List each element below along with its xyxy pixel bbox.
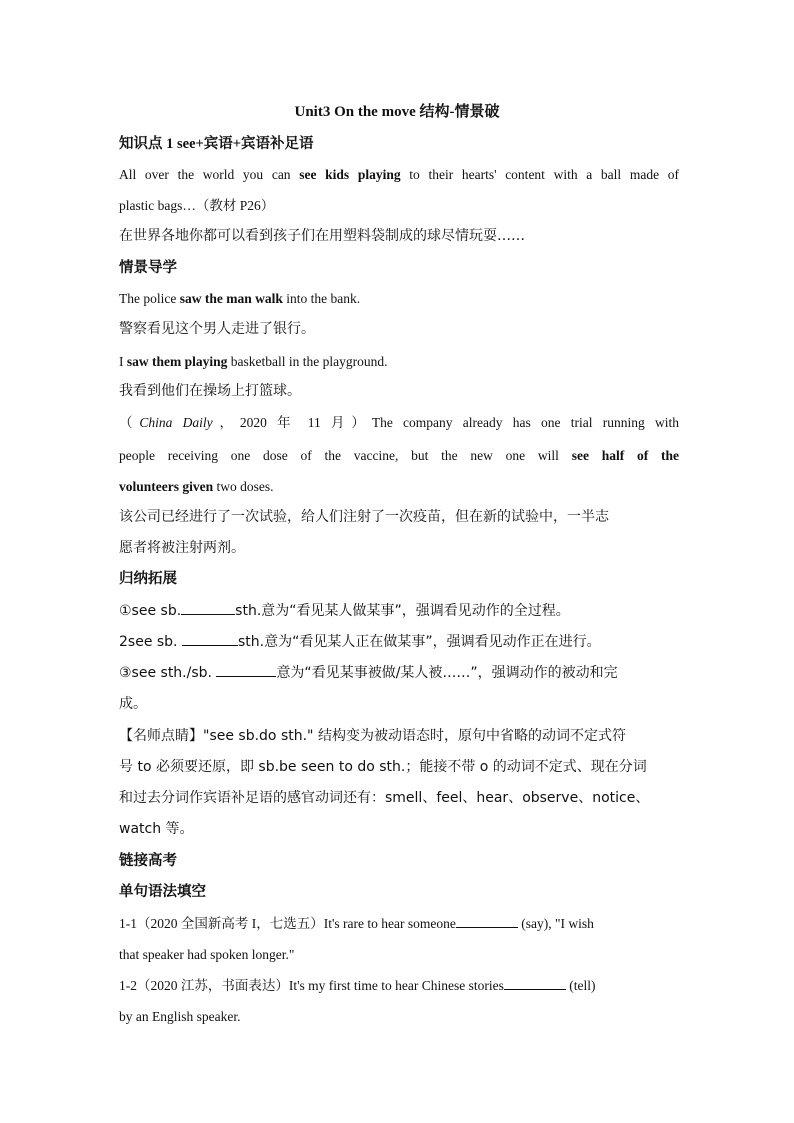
answer-blank-2[interactable] (504, 975, 566, 990)
blank-1[interactable] (181, 600, 235, 615)
link-subheading: 单句语法填空 (119, 884, 206, 900)
page-title: Unit3 On the move 结构-情景破 (294, 104, 500, 120)
guide-ex3-cn2: 愿者将被注射两剂。 (119, 540, 245, 556)
guide-ex3-line2: people receiving one dose of the vaccine, but the new one will see half of the (119, 448, 680, 463)
source-china-daily: China Daily (139, 415, 213, 430)
guide-heading: 情景导学 (119, 260, 177, 276)
kp1-en-line2: plastic bags…（教材 P26） (119, 198, 275, 213)
blank-3[interactable] (216, 662, 276, 677)
guide-ex3-line3: volunteers given two doses. (119, 479, 274, 494)
question-2-cont: by an English speaker. (119, 1009, 241, 1024)
blank-2[interactable] (182, 631, 238, 646)
guide-ex3-cn1: 该公司已经进行了一次试验，给人们注射了一次疫苗，但在新的试验中，一半志 (119, 509, 609, 525)
tip-line3: 和过去分词作宾语补足语的感官动词还有：smell、feel、hear、observe、notice、 (119, 790, 650, 806)
question-1-cont: that speaker had spoken longer." (119, 947, 295, 962)
summary-heading: 归纳拓展 (119, 571, 177, 587)
tip-line1: 【名师点睛】"see sb.do sth." 结构变为被动语态时，原句中省略的动词不定式符 (119, 728, 626, 744)
tip-line4: watch 等。 (119, 821, 194, 837)
guide-ex1-cn: 警察看见这个男人走进了银行。 (119, 321, 315, 337)
guide-ex2: I saw them playing basketball in the playground. (119, 354, 388, 369)
answer-blank-1[interactable] (456, 913, 518, 928)
kp1-cn: 在世界各地你都可以看到孩子们在用塑料袋制成的球尽情玩耍…… (119, 228, 525, 244)
summary-rule3-cont: 成。 (119, 696, 147, 712)
summary-rule2: 2see sb. sth.意为“看见某人正在做某事”，强调看见动作正在进行。 (119, 631, 679, 653)
kp1-en-line1: All over the world you can see kids playing to their hearts' content with a ball made of (119, 167, 679, 182)
summary-rule3: ③see sth./sb. 意为“看见某事被做/某人被……”，强调动作的被动和完 (119, 662, 679, 684)
guide-ex1: The police saw the man walk into the bank. (119, 291, 361, 306)
summary-rule1: ①see sb. sth.意为“看见某人做某事”，强调看见动作的全过程。 (119, 600, 679, 622)
question-1: 1-1（2020 全国新高考 I，七选五）It's rare to hear someone (say), "I wish (119, 913, 679, 935)
guide-ex2-cn: 我看到他们在操场上打篮球。 (119, 383, 301, 399)
guide-ex3-line1: （China Daily，2020 年 11 月）The company already has one trial running with (119, 415, 680, 430)
link-heading: 链接高考 (119, 853, 177, 869)
kp1-heading: 知识点 1 see+宾语+宾语补足语 (119, 136, 314, 152)
question-2: 1-2（2020 江苏，书面表达）It's my first time to hear Chinese stories (tell) (119, 975, 679, 997)
tip-line2: 号 to 必须要还原，即 sb.be seen to do sth.；能接不带 o 的动词不定式、现在分词 (119, 759, 647, 775)
